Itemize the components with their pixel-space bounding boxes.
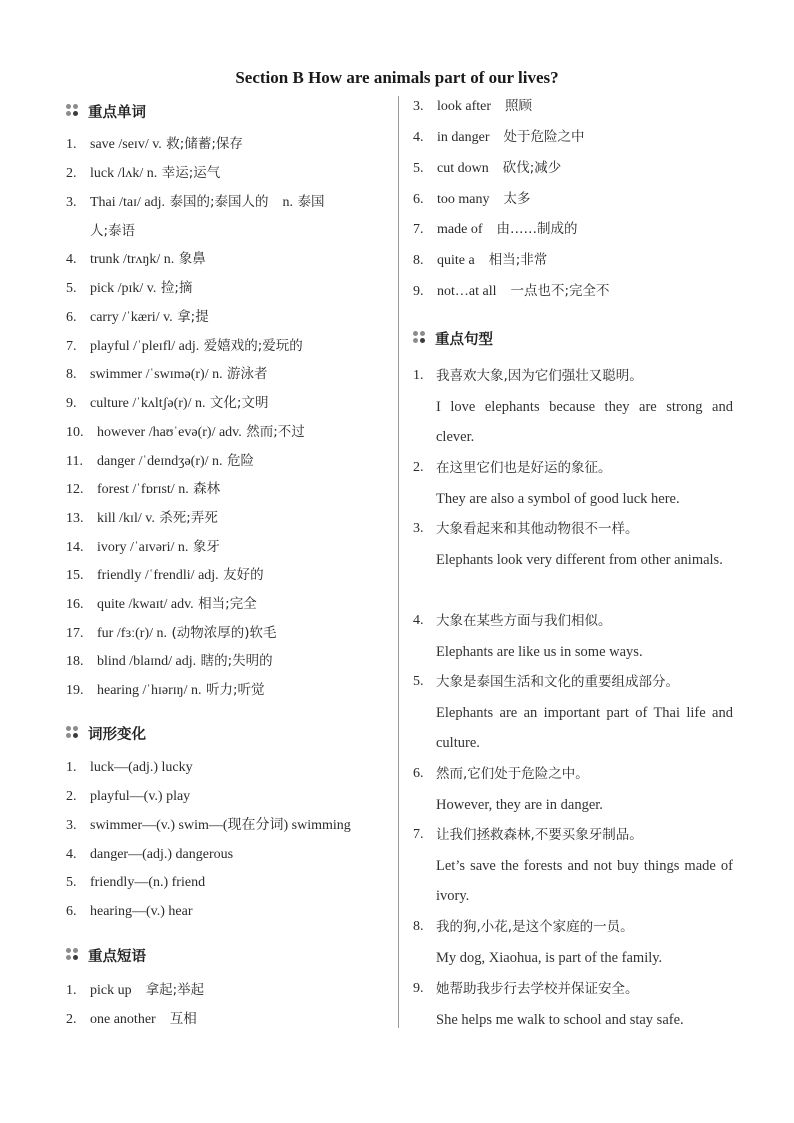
item-number: 15.: [66, 568, 84, 583]
phrase-en: quite a: [437, 253, 475, 268]
word-item: [66, 159, 220, 188]
word-entry: Thai /taɪ/ adj.: [90, 195, 166, 210]
word-entry: pick /pɪk/ v.: [90, 281, 157, 296]
item-number: 6.: [66, 310, 77, 325]
item-number: 3.: [66, 818, 77, 833]
word-item-continued: [66, 217, 135, 246]
phrase-en: made of: [437, 222, 483, 237]
form-text: luck—(adj.) lucky: [90, 760, 193, 775]
word-item: [66, 504, 218, 533]
word-meaning: 捡;摘: [160, 280, 193, 296]
item-number: 5.: [66, 875, 77, 890]
phrase-item: [413, 215, 577, 244]
item-number: 3.: [413, 99, 424, 114]
phrase-cn: 砍伐;减少: [502, 160, 562, 176]
item-number: 2.: [66, 1012, 77, 1027]
item-number: 1.: [66, 983, 77, 998]
word-item: [66, 533, 220, 562]
sentence-item: [413, 453, 733, 514]
section-header-phrases: [66, 945, 146, 965]
word-meaning: 友好的: [223, 567, 264, 583]
item-number: 17.: [66, 626, 84, 641]
item-number: 9.: [413, 981, 424, 996]
word-entry: trunk /trʌŋk/ n.: [90, 252, 175, 267]
sentence-item: [413, 759, 733, 820]
section-title: 重点句型: [435, 331, 493, 348]
word-entry: kill /kɪl/ v.: [97, 511, 155, 526]
sentence-en: Elephants are an important part of Thai life and culture.: [436, 704, 733, 751]
sentence-item: [413, 361, 733, 453]
item-number: 7.: [413, 827, 424, 842]
word-meaning: 救;储蓄;保存: [166, 136, 243, 152]
form-item: [66, 811, 351, 840]
word-item: [66, 332, 303, 361]
word-meaning: 拿;提: [177, 309, 209, 325]
word-meaning: (动物浓厚的)软毛: [171, 625, 277, 641]
item-number: 4.: [413, 130, 424, 145]
sentence-en: My dog, Xiaohua, is part of the family.: [436, 949, 663, 966]
word-item: [66, 475, 220, 504]
sentence-item: [413, 912, 733, 973]
column-divider: [398, 96, 399, 1028]
item-number: 3.: [413, 521, 424, 536]
phrase-item: [413, 154, 561, 183]
item-number: 16.: [66, 597, 84, 612]
phrase-cn: 一点也不;完全不: [510, 283, 610, 299]
phrase-en: cut down: [437, 161, 489, 176]
phrase-cn: 由……制成的: [496, 221, 578, 237]
phrase-cn: 拿起;举起: [145, 982, 205, 998]
word-meaning: 游泳者: [227, 366, 268, 382]
word-item: [66, 418, 305, 447]
item-number: 5.: [413, 161, 424, 176]
sentence-cn: 然而,它们处于危险之中。: [436, 766, 589, 782]
word-entry: playful /ˈpleɪfl/ adj.: [90, 339, 200, 354]
section-header-sentences: [413, 328, 493, 348]
page-title: Section B How are animals part of our lives?: [235, 68, 559, 87]
word-meaning: 瞎的;失明的: [200, 653, 273, 669]
word-entry: quite /kwaɪt/ adv.: [97, 597, 194, 612]
word-meaning: 人;泰语: [90, 223, 136, 239]
phrase-item: [413, 185, 531, 214]
phrase-en: in danger: [437, 130, 490, 145]
phrase-item: [413, 123, 584, 152]
item-number: 7.: [66, 339, 77, 354]
item-number: 1.: [66, 760, 77, 775]
sentence-cn: 大象看起来和其他动物很不一样。: [436, 521, 639, 537]
word-entry: swimmer /ˈswɪmə(r)/ n.: [90, 367, 223, 382]
section-header-forms: [66, 723, 146, 743]
word-meaning: 象牙: [192, 539, 220, 555]
word-item: [66, 389, 268, 418]
item-number: 3.: [66, 195, 77, 210]
word-entry: friendly /ˈfrendli/ adj.: [97, 568, 219, 583]
item-number: 2.: [66, 166, 77, 181]
phrase-item: [413, 246, 547, 275]
item-number: 19.: [66, 683, 84, 698]
phrase-item: [66, 1005, 197, 1034]
word-meaning: 幸运;运气: [161, 165, 221, 181]
item-number: 2.: [66, 789, 77, 804]
section-title: 重点短语: [88, 948, 146, 965]
section-title: 词形变化: [88, 726, 146, 743]
item-number: 12.: [66, 482, 84, 497]
item-number: 1.: [413, 368, 424, 383]
form-text: swimmer—(v.) swim—(现在分词) swimming: [90, 818, 351, 833]
phrase-item: [413, 277, 610, 306]
sentence-en: Elephants are like us in some ways.: [436, 643, 643, 660]
form-text: playful—(v.) play: [90, 789, 191, 804]
form-item: [66, 840, 233, 869]
word-meaning: 森林: [193, 481, 221, 497]
sentence-en: She helps me walk to school and stay safe.: [436, 1011, 684, 1028]
item-number: 6.: [413, 192, 424, 207]
word-meaning: 然而;不过: [246, 424, 305, 440]
item-number: 4.: [66, 252, 77, 267]
phrase-item: [413, 92, 532, 121]
phrase-cn: 太多: [503, 191, 531, 207]
sentence-item: [413, 606, 733, 667]
word-meaning: 泰国: [297, 194, 325, 210]
word-entry: ivory /ˈaɪvəri/ n.: [97, 540, 189, 555]
phrase-en: one another: [90, 1012, 156, 1027]
phrase-en: too many: [437, 192, 490, 207]
word-item: [66, 590, 257, 619]
phrase-cn: 互相: [169, 1011, 197, 1027]
item-number: 14.: [66, 540, 84, 555]
sentence-item: [413, 820, 733, 912]
sentence-item: [413, 667, 733, 759]
item-number: 8.: [413, 919, 424, 934]
item-number: 5.: [66, 281, 77, 296]
section-header-words: [66, 101, 146, 121]
word-item: [66, 274, 192, 303]
phrase-cn: 相当;非常: [488, 252, 548, 268]
phrase-item: [66, 976, 204, 1005]
item-number: 6.: [413, 766, 424, 781]
item-number: 13.: [66, 511, 84, 526]
item-number: 4.: [413, 613, 424, 628]
phrase-en: pick up: [90, 983, 132, 998]
word-entry: fur /fɜː(r)/ n.: [97, 626, 168, 641]
form-item: [66, 782, 190, 811]
word-entry: however /haʊˈevə(r)/ adv.: [97, 425, 242, 440]
word-meaning: 泰国的;泰国人的: [169, 194, 269, 210]
sentence-en: Let’s save the forests and not buy things made of ivory.: [436, 857, 733, 904]
word-item: [66, 360, 268, 389]
word-item: [66, 303, 209, 332]
item-number: 1.: [66, 137, 77, 152]
word-entry: hearing /ˈhɪərɪŋ/ n.: [97, 683, 202, 698]
word-meaning: 爱嬉戏的;爱玩的: [203, 338, 303, 354]
section-bullet-icon: [66, 104, 80, 118]
word-entry: luck /lʌk/ n.: [90, 166, 158, 181]
phrase-en: not…at all: [437, 284, 497, 299]
word-meaning: 象鼻: [178, 251, 206, 267]
sentence-en: They are also a symbol of good luck here.: [436, 490, 680, 507]
sentence-cn: 大象在某些方面与我们相似。: [436, 613, 612, 629]
phrase-cn: 处于危险之中: [503, 129, 585, 145]
item-number: 9.: [413, 284, 424, 299]
word-entry: blind /blaɪnd/ adj.: [97, 654, 197, 669]
sentence-cn: 我的狗,小花,是这个家庭的一员。: [436, 919, 634, 935]
item-number: 2.: [413, 460, 424, 475]
form-item: [66, 897, 192, 926]
word-meaning: 文化;文明: [209, 395, 269, 411]
sentence-item: [413, 514, 733, 575]
form-text: friendly—(n.) friend: [90, 875, 206, 890]
sentence-cn: 她帮助我步行去学校并保证安全。: [436, 981, 639, 997]
phrase-en: look after: [437, 99, 492, 114]
word-item: [66, 130, 243, 159]
word-entry: danger /ˈdeɪndʒə(r)/ n.: [97, 454, 223, 469]
word-entry: forest /ˈfɒrɪst/ n.: [97, 482, 189, 497]
item-number: 5.: [413, 674, 424, 689]
sentence-item: [413, 974, 733, 1035]
item-number: 18.: [66, 654, 84, 669]
word-entry: carry /ˈkæri/ v.: [90, 310, 173, 325]
item-number: 8.: [413, 253, 424, 268]
sentence-cn: 我喜欢大象,因为它们强壮又聪明。: [436, 368, 643, 384]
item-number: 9.: [66, 396, 77, 411]
word-meaning: 相当;完全: [198, 596, 257, 612]
form-text: hearing—(v.) hear: [90, 904, 193, 919]
phrase-cn: 照顾: [505, 98, 533, 114]
item-number: 4.: [66, 847, 77, 862]
item-number: 8.: [66, 367, 77, 382]
form-text: danger—(adj.) dangerous: [90, 847, 234, 862]
item-number: 6.: [66, 904, 77, 919]
item-number: 11.: [66, 454, 83, 469]
word-item: [66, 188, 325, 217]
sentence-en: I love elephants because they are strong and clever.: [436, 398, 733, 445]
word-entry: save /seɪv/ v.: [90, 137, 162, 152]
sentence-cn: 让我们拯救森林,不要买象牙制品。: [436, 827, 643, 843]
sentence-en: However, they are in danger.: [436, 796, 603, 813]
word-item: [66, 245, 206, 274]
section-bullet-icon: [66, 948, 80, 962]
word-item: [66, 619, 277, 648]
sentence-cn: 在这里它们也是好运的象征。: [436, 460, 612, 476]
word-meaning: 危险: [227, 453, 255, 469]
word-item: [66, 676, 265, 705]
form-item: [66, 868, 205, 897]
word-pos: n.: [282, 195, 294, 210]
word-item: [66, 447, 254, 476]
word-item: [66, 647, 273, 676]
word-item: [66, 561, 264, 590]
word-meaning: 听力;听觉: [205, 682, 265, 698]
item-number: 7.: [413, 222, 424, 237]
section-bullet-icon: [66, 726, 80, 740]
section-bullet-icon: [413, 331, 427, 345]
sentence-en: Elephants look very different from other animals.: [436, 551, 723, 568]
item-number: 10.: [66, 425, 84, 440]
word-meaning: 杀死;弄死: [159, 510, 218, 526]
word-entry: culture /ˈkʌltʃə(r)/ n.: [90, 396, 206, 411]
sentence-cn: 大象是泰国生活和文化的重要组成部分。: [436, 674, 679, 690]
form-item: [66, 753, 193, 782]
section-title: 重点单词: [88, 104, 146, 121]
